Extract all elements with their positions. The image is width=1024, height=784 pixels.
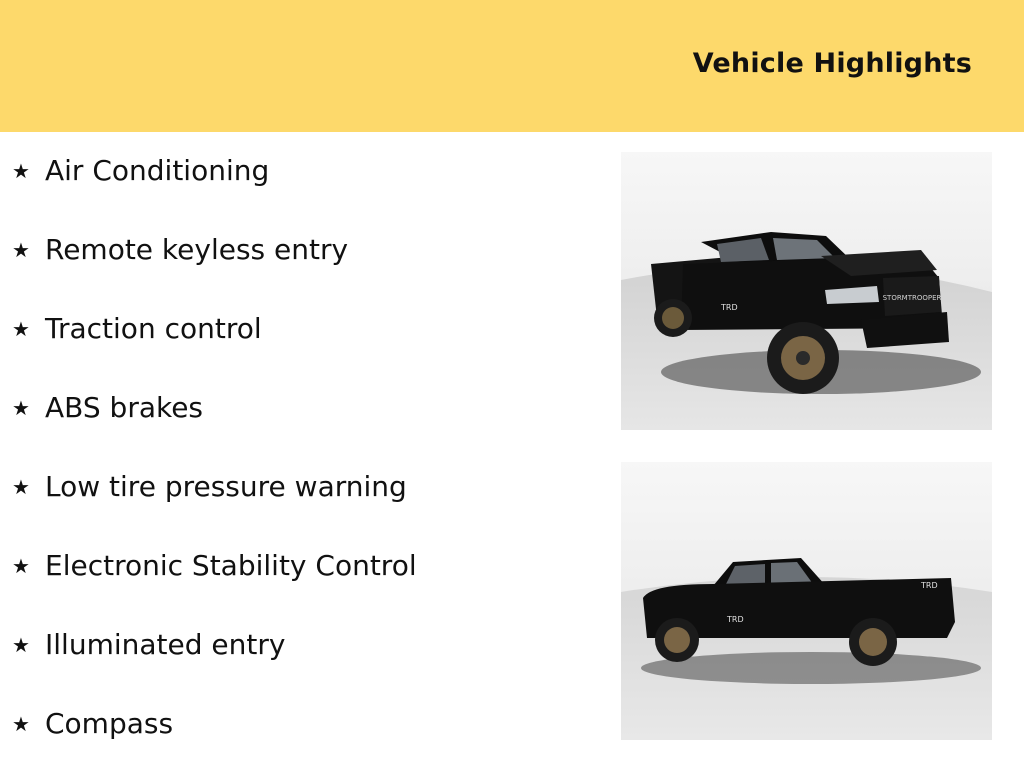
feature-label: Electronic Stability Control [45,549,417,582]
feature-item [12,705,417,784]
feature-label: Illuminated entry [45,628,286,661]
feature-item [12,310,417,389]
feature-item [12,389,417,468]
star-icon: ★ [12,633,30,657]
hood-badge-text: STORMTROOPER [882,294,942,302]
door-decal-text: TRD [721,303,738,312]
feature-label: Low tire pressure warning [45,470,407,503]
header-banner [0,0,1024,132]
feature-label: Remote keyless entry [45,233,349,266]
star-icon: ★ [12,317,30,341]
bed-badge-text: TRD [921,581,938,590]
feature-item [12,626,417,705]
feature-label: Traction control [45,312,262,345]
star-icon: ★ [12,238,30,262]
feature-label: Air Conditioning [45,154,270,187]
door-decal-text: TRD [727,615,744,624]
star-icon: ★ [12,396,30,420]
page-title: Vehicle Highlights [692,48,972,79]
feature-item [12,547,417,626]
star-icon: ★ [12,475,30,499]
feature-item [12,231,417,310]
feature-label: ABS brakes [45,391,204,424]
truck-front-quarter-photo [621,152,992,430]
star-icon: ★ [12,712,30,736]
star-icon: ★ [12,159,30,183]
feature-label: Compass [45,707,174,740]
feature-list [12,152,417,784]
truck-side-profile-photo [621,462,992,740]
feature-item [12,152,417,231]
feature-item [12,468,417,547]
star-icon: ★ [12,554,30,578]
